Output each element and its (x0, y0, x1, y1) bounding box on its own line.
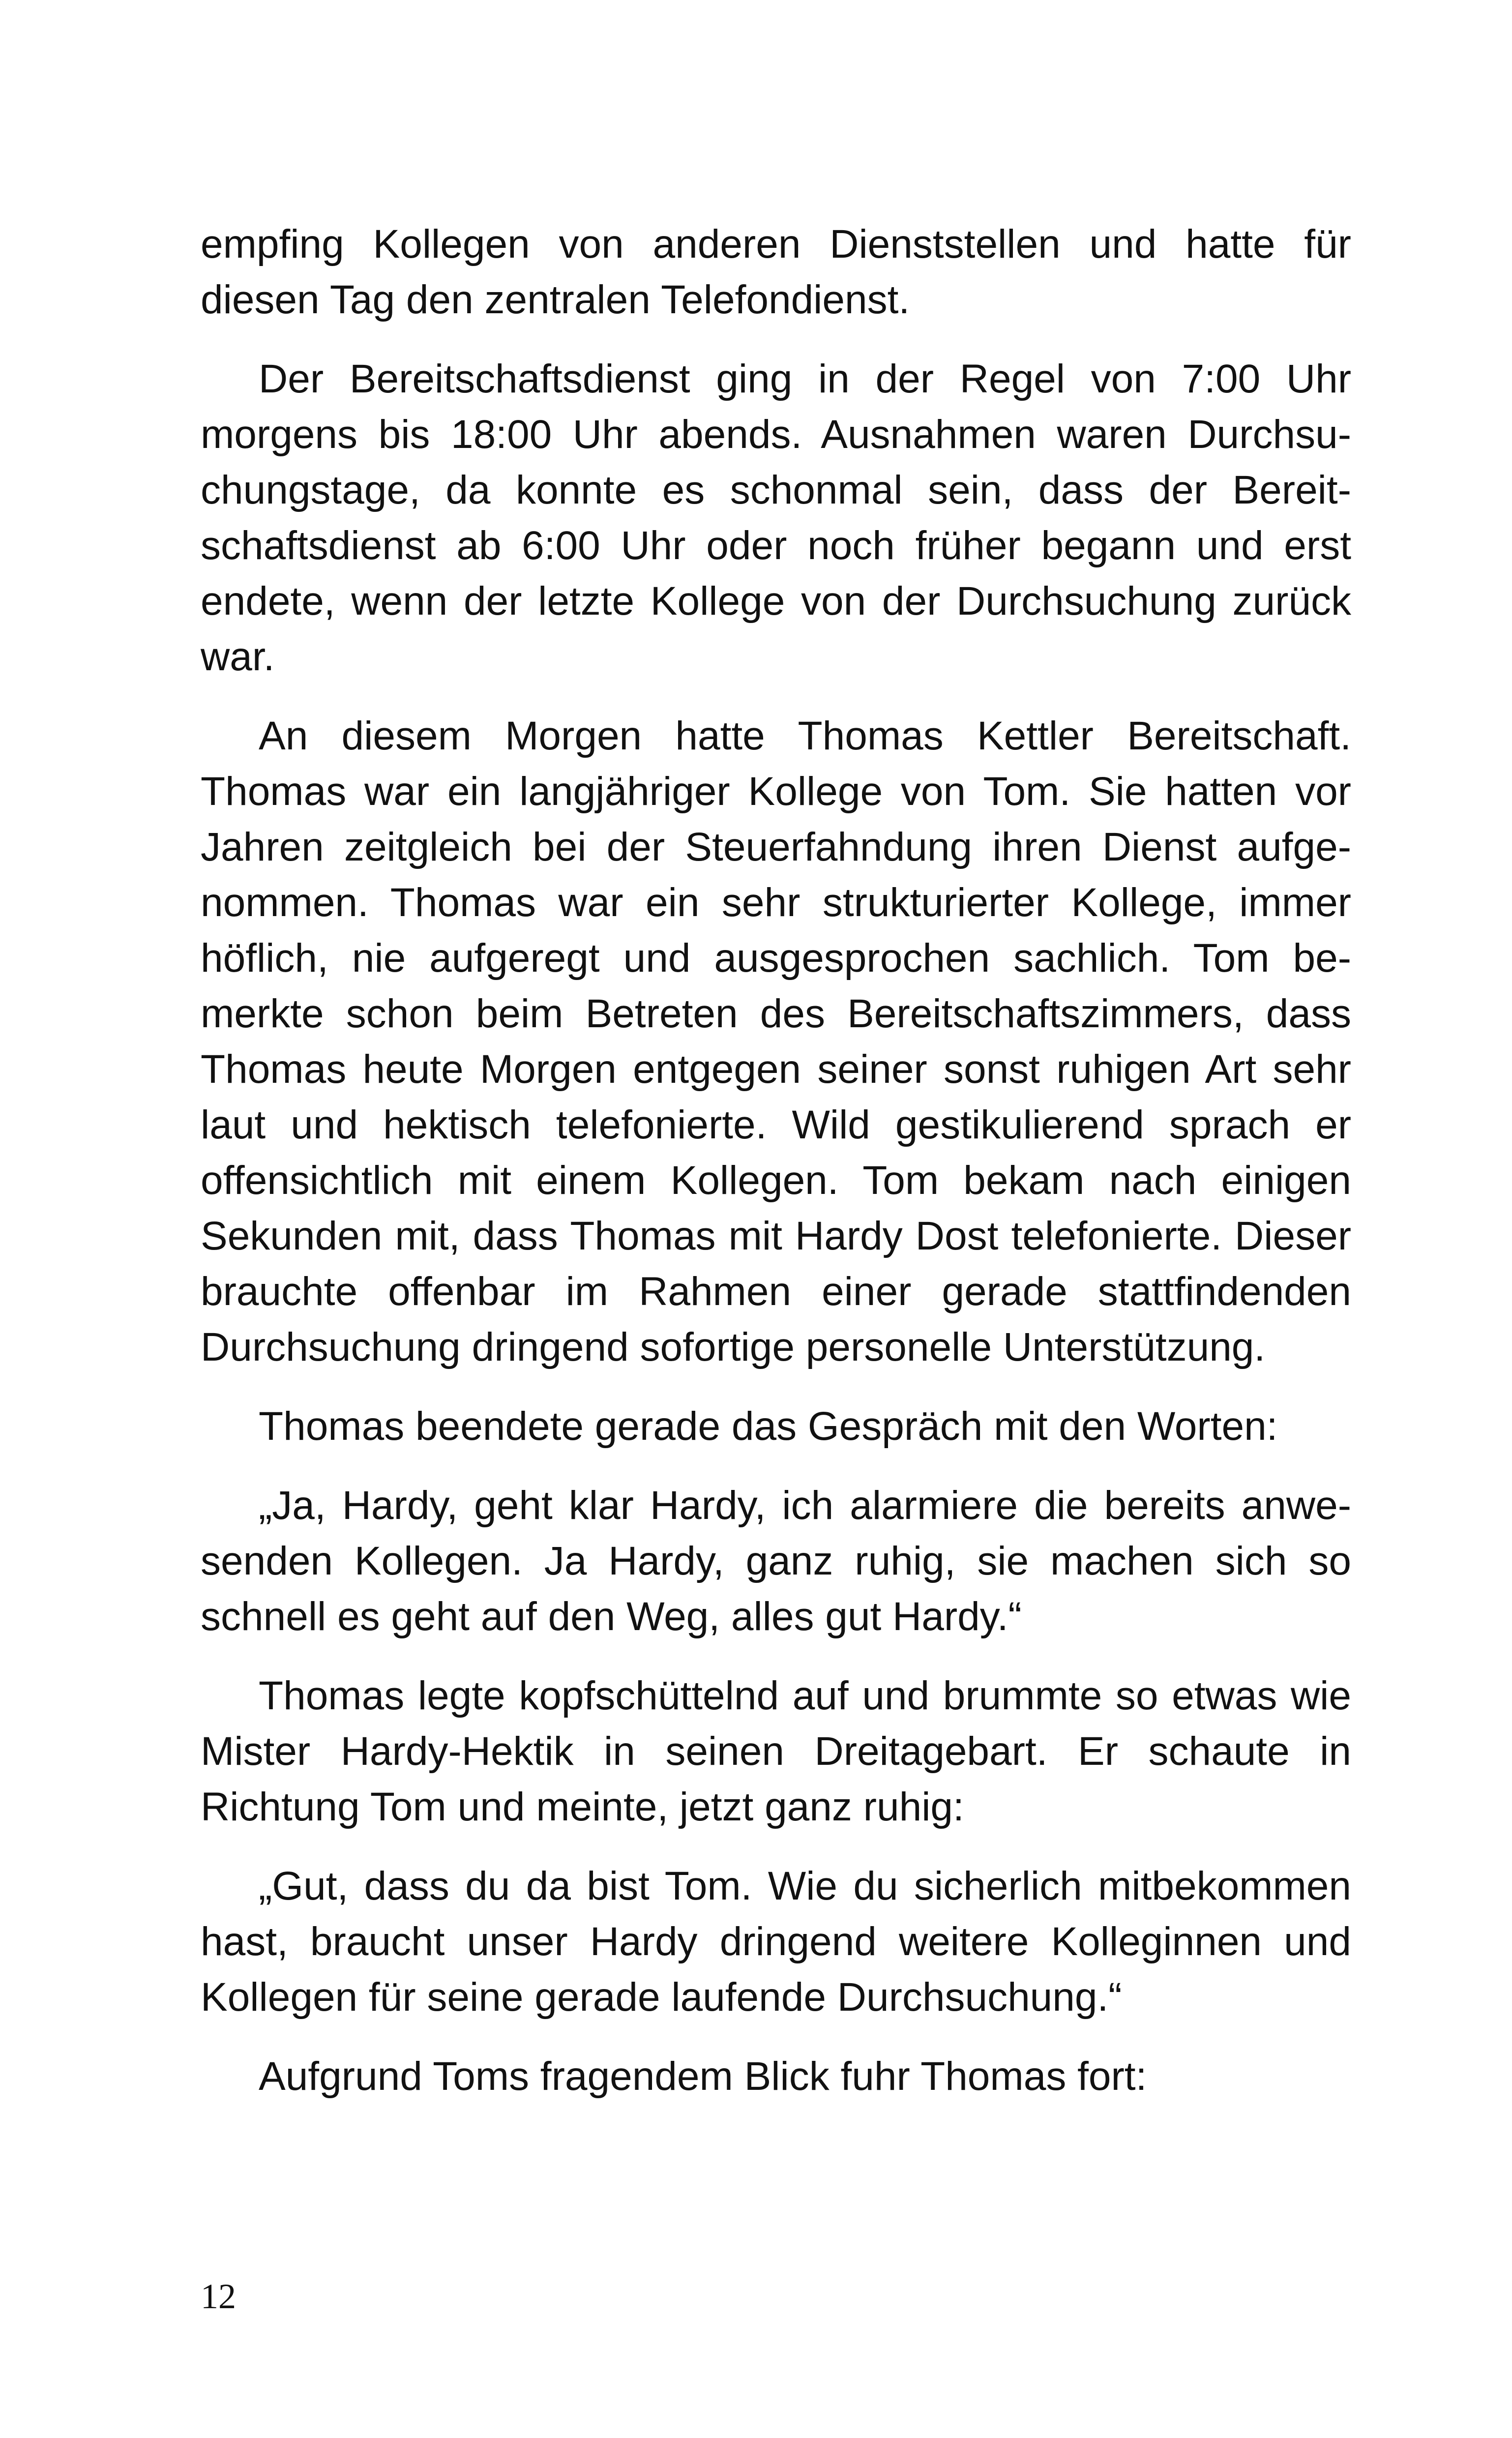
paragraph-7: „Gut, dass du da bist Tom. Wie du sicherlich mitbekommen hast, braucht unser Hardy dringend weitere Kolleginnen und Kollegen für seine gerade laufende Durchsuchung.“ (201, 1864, 1351, 2020)
page-body (201, 216, 1351, 2128)
paragraph-3: An diesem Morgen hatte Thomas Kettler Bereitschaft. Thomas war ein langjähriger Kollege von Tom. Sie hatten vor Jahren zeitgleich bei der Steuerfahndung ihren Dienst aufgenommen. Thomas war ein sehr strukturierter Kollege, immer höflich, nie aufgeregt und ausgesprochen sachlich. Tom bemerkte schon beim Betreten des Bereitschaftszimmers, dass Thomas heute Morgen entgegen seiner sonst ruhigen Art sehr laut und hektisch telefonierte. Wild gestikulierend sprach er offensichtlich mit einem Kollegen. Tom bekam nach einigen Sekunden mit, dass Thomas mit Hardy Dost telefonierte. Dieser brauchte offenbar im Rahmen einer gerade stattfindenden Durchsuchung dringend sofortige personelle Unterstützung. (201, 714, 1351, 1369)
page-number: 12 (201, 2277, 236, 2316)
paragraph-4: Thomas beendete gerade das Gespräch mit den Worten: (259, 1404, 1278, 1449)
paragraph-6: Thomas legte kopfschüttelnd auf und brummte so etwas wie Mister Hardy-Hektik in seinen Dreitagebart. Er schaute in Richtung Tom und meinte, jetzt ganz ruhig: (201, 1673, 1351, 1829)
paragraph-8: Aufgrund Toms fragendem Blick fuhr Thomas fort: (259, 2054, 1147, 2099)
paragraph-1: empfing Kollegen von anderen Dienststellen und hatte für diesen Tag den zentralen Telefondienst. (201, 222, 1351, 322)
paragraph-5: „Ja, Hardy, geht klar Hardy, ich alarmiere die bereits anwesenden Kollegen. Ja Hardy, ganz ruhig, sie machen sich so schnell es geht auf den Weg, alles gut Hardy.“ (201, 1483, 1351, 1639)
paragraph-2: Der Bereitschaftsdienst ging in der Regel von 7:00 Uhr morgens bis 18:00 Uhr abends. Ausnahmen waren Durchsuchungstage, da konnte es schonmal sein, dass der Bereitschaftsdienst ab 6:00 Uhr oder noch früher begann und erst endete, wenn der letzte Kollege von der Durchsuchung zurück war. (201, 357, 1351, 679)
